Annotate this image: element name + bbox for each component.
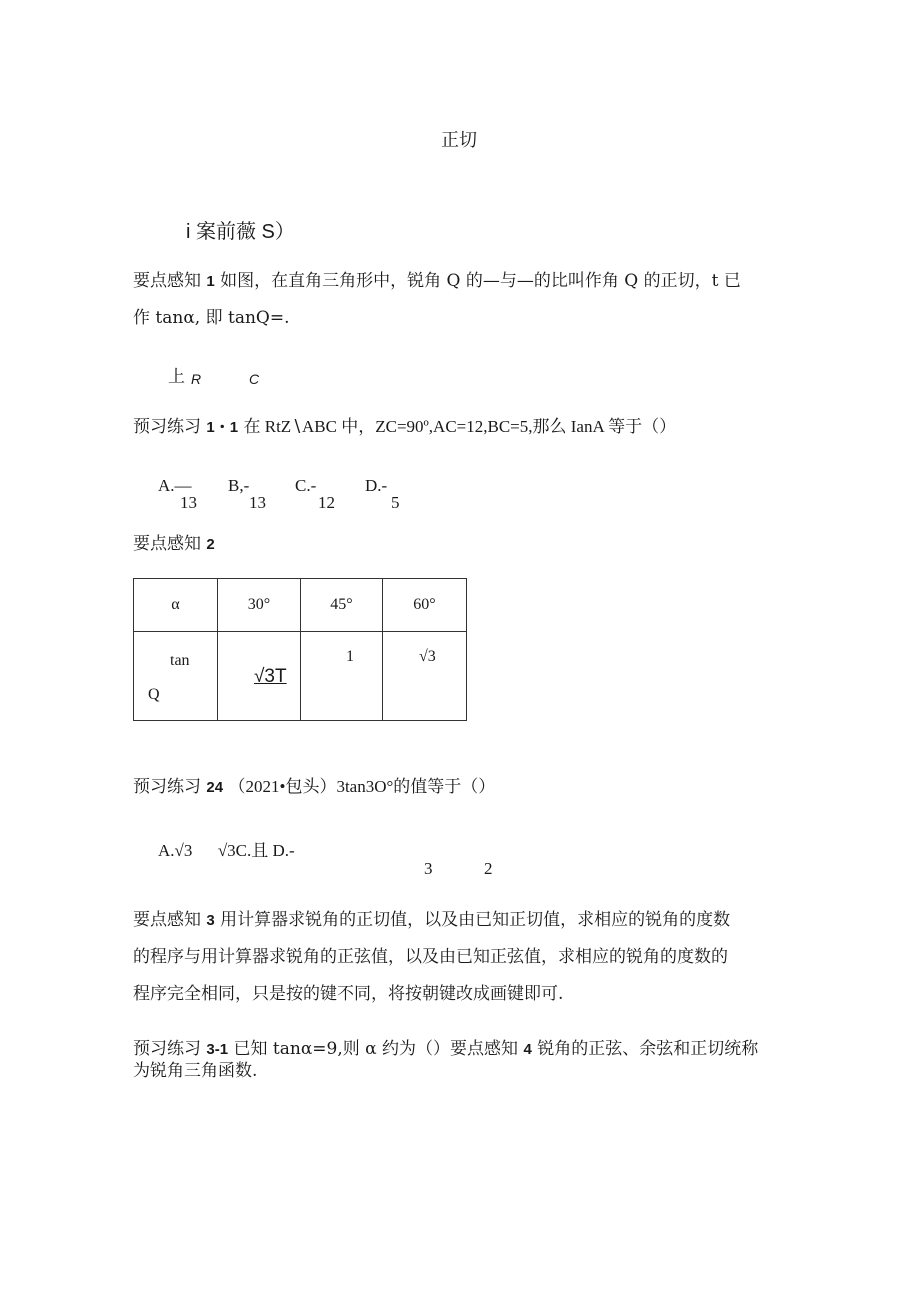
exercise-3-1-text: 已知 tanα=9,则 α 约为（）要点感知	[233, 1039, 519, 1059]
key-point-3-label: 要点感知	[133, 910, 201, 930]
option-d-denominator: 5	[391, 493, 400, 512]
value-60-cell	[383, 632, 467, 721]
page-title: 正切	[441, 130, 477, 151]
exercise-2-denominator-3: 3	[424, 859, 433, 878]
exercise-3-1-label: 预习练习	[133, 1039, 201, 1059]
table-tan-row	[134, 632, 467, 721]
value-30: √3T	[254, 666, 287, 687]
option-c-label: C.-	[295, 476, 317, 495]
exercise-1-1-text: 在 RtZ∖ABC 中，ZC=90º,AC=12,BC=5,那么 IanA 等于（）	[243, 417, 677, 436]
exercise-2-number: 24	[206, 779, 224, 796]
key-point-1-label: 要点感知	[133, 271, 201, 291]
exercise-1-1-number: 1・1	[206, 419, 239, 436]
value-60: √3	[419, 648, 436, 665]
key-point-1	[133, 273, 741, 290]
value-30-cell	[218, 632, 301, 721]
header-45: 45°	[301, 579, 383, 632]
exercise-2	[133, 778, 495, 796]
figure-mark-r: R	[191, 371, 202, 387]
key-point-3-line-1: 用计算器求锐角的正切值，以及由已知正切值，求相应的锐角的度数	[220, 910, 731, 930]
option-a-denominator: 13	[180, 493, 197, 512]
key-point-2	[133, 536, 215, 553]
key-point-2-label: 要点感知	[133, 534, 201, 554]
option-d-label: D.-	[365, 476, 388, 495]
key-point-4-line-2: 为锐角三角函数.	[133, 1061, 258, 1081]
key-point-1-text: 如图，在直角三角形中，锐角 Q 的—与—的比叫作角 Q 的正切，t 已	[220, 271, 741, 291]
key-point-3	[133, 912, 730, 929]
exercise-2-options: A.√3 √3C.且 D.-	[158, 841, 295, 860]
row-label-cell	[134, 632, 218, 721]
key-point-3-number: 3	[206, 912, 215, 929]
key-point-4-text: 锐角的正弦、余弦和正切统称	[537, 1039, 759, 1059]
option-a-label: A.—	[158, 476, 192, 495]
option-b-label: B,-	[228, 476, 250, 495]
exercise-3-1-number: 3-1	[206, 1041, 229, 1058]
key-point-2-number: 2	[206, 536, 215, 553]
row-label-q: Q	[148, 686, 160, 703]
figure-mark-c: C	[249, 371, 260, 387]
exercise-1-1	[133, 418, 676, 436]
key-point-3-line-3: 程序完全相同，只是按的键不同，将按朝键改成画键即可.	[133, 984, 564, 1004]
option-c-denominator: 12	[318, 493, 335, 512]
header-60: 60°	[383, 579, 467, 632]
exercise-2-label: 预习练习	[133, 777, 201, 797]
table-header-row	[134, 579, 467, 632]
value-45-cell	[301, 632, 383, 721]
header-30: 30°	[218, 579, 301, 632]
key-point-3-line-2: 的程序与用计算器求锐角的正弦值，以及由已知正弦值，求相应的锐角的度数的	[133, 947, 728, 967]
header-alpha: α	[134, 579, 218, 632]
option-b-denominator: 13	[249, 493, 266, 512]
value-45: 1	[346, 648, 354, 665]
key-point-1-number: 1	[206, 273, 215, 290]
exercise-3-1	[133, 1041, 758, 1058]
figure-mark-shang: 上	[168, 367, 185, 387]
exercise-2-denominator-2: 2	[484, 859, 493, 878]
exercise-2-text: （2021•包头）3tan3O°的值等于（）	[228, 777, 496, 796]
exercise-1-1-label: 预习练习	[133, 417, 201, 437]
tangent-values-table	[133, 578, 467, 721]
key-point-1-line-2: 作 tanα, 即 tanQ=.	[133, 308, 290, 328]
key-point-4-number: 4	[523, 1041, 532, 1058]
section-heading: i 案前薇 S）	[186, 221, 295, 243]
row-label-tan: tan	[170, 652, 190, 669]
